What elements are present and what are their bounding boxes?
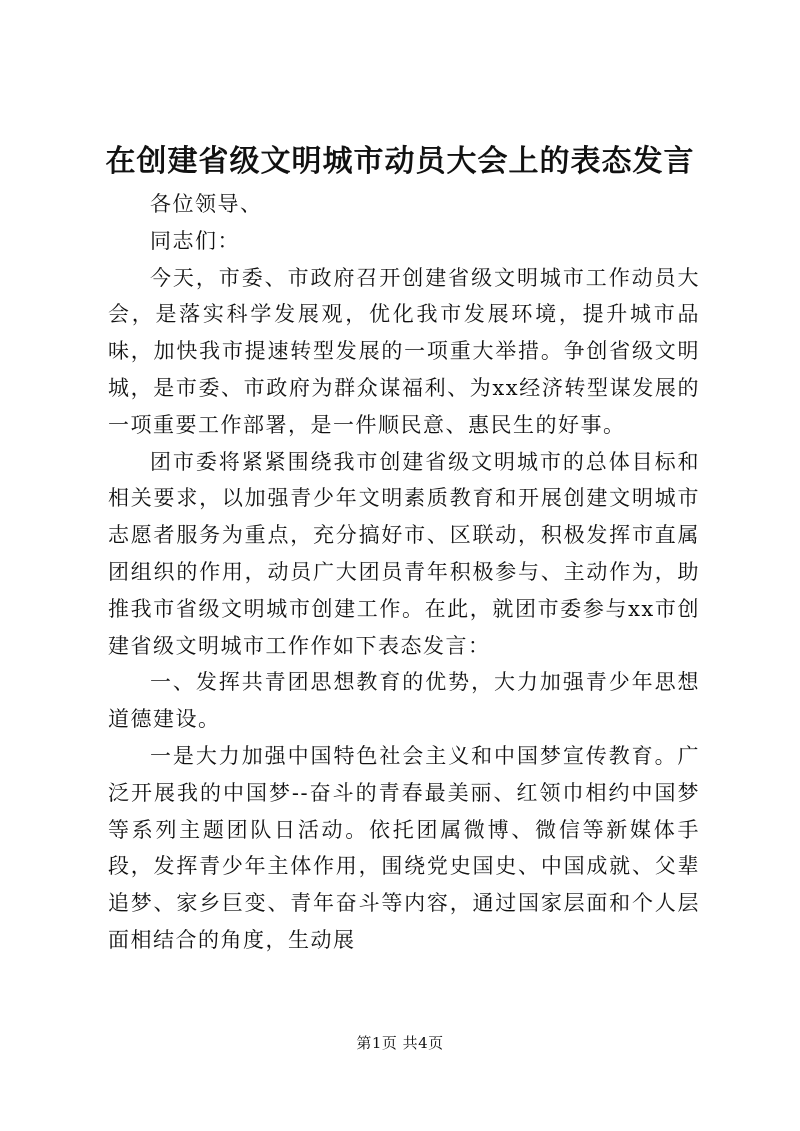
body-paragraph: 今天，市委、市政府召开创建省级文明城市工作动员大会，是落实科学发展观，优化我市发展环境，提升城市品味，加快我市提速转型发展的一项重大举措。争创省级文明城，是市委、市政府为群众谋福利、为xx经济转型谋发展的一项重要工作部署，是一件顺民意、惠民生的好事。 [108,265,700,437]
salutation-line: 各位领导、 [150,192,263,216]
body-paragraph: 团市委将紧紧围绕我市创建省级文明城市的总体目标和相关要求，以加强青少年文明素质教育和开展创建文明城市志愿者服务为重点，充分搞好市、区联动，积极发挥市直属团组织的作用，动员广大团员青年积极参与、主动作为，助推我市省级文明城市创建工作。在此，就团市委参与xx市创建省级文明城市工作作如下表态发言： [108,449,700,658]
document-body [108,186,700,959]
document-title: 在创建省级文明城市动员大会上的表态发言 [105,144,695,179]
page-number-footer: 第1页 共4页 [356,1034,444,1052]
section-heading: 一、发挥共青团思想教育的优势，大力加强青少年思想道德建设。 [108,670,700,732]
salutation-line: 同志们： [150,228,240,253]
body-paragraph: 一是大力加强中国特色社会主义和中国梦宣传教育。广泛开展我的中国梦--奋斗的青春最美丽、红领巾相约中国梦等系列主题团队日活动。依托团属微博、微信等新媒体手段，发挥青少年主体作用，围绕党史国史、中国成就、父辈追梦、家乡巨变、青年奋斗等内容，通过国家层面和个人层面相结合的角度，生动展 [108,743,700,952]
